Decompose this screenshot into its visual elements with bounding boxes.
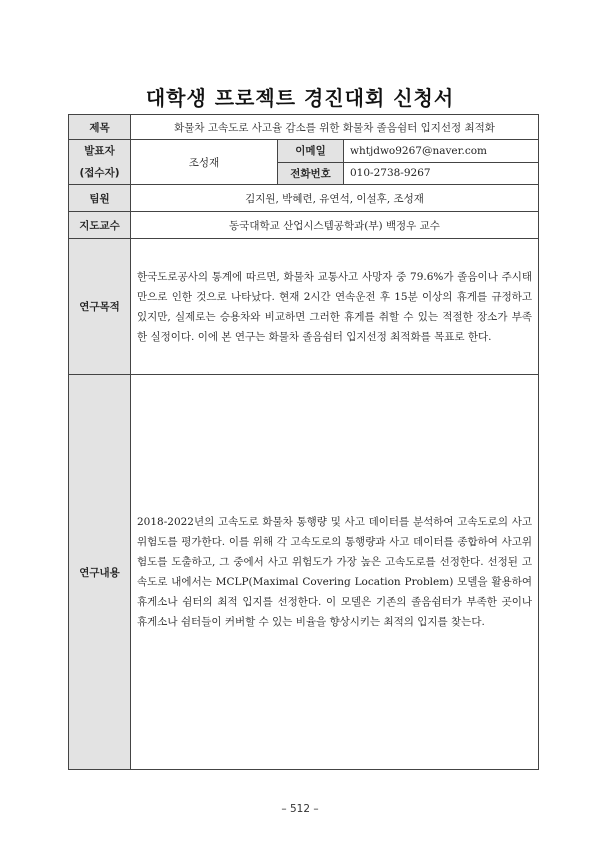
- advisor-value: 동국대학교 산업시스템공학과(부) 백정우 교수: [131, 212, 539, 239]
- page-number: – 512 –: [281, 803, 319, 815]
- email-value: whtjdwo9267@naver.com: [344, 140, 539, 163]
- purpose-label: 연구목적: [69, 239, 131, 375]
- presenter-value: 조성재: [131, 140, 278, 185]
- presenter-label-line1: 발표자: [84, 145, 115, 157]
- application-form-table: [68, 114, 539, 770]
- content-text: 2018-2022년의 고속도로 화물차 통행량 및 사고 데이터를 분석하여 고속도로의 사고위험도를 평가한다. 이를 위해 각 고속도로의 통행량과 사고 데이터를 종합하여 사고위험도를 도출하고, 그 중에서 사고 위험도가 가장 높은 고속도로를 선정한다. 선정된 고속도로 내에서는 MCLP(Maximal Covering Location Problem) 모델을 활용하여 휴게소나 쉼터의 최적 입지를 선정한다. 이 모델은 기존의 졸음쉼터가 부족한 곳이나 휴게소나 쉼터들이 커버할 수 있는 비율을 향상시키는 최적의 입지를 찾는다.: [131, 375, 539, 770]
- presenter-row: [69, 140, 539, 163]
- team-value: 김지원, 박혜련, 유연석, 이설후, 조성재: [131, 185, 539, 212]
- advisor-label: 지도교수: [69, 212, 131, 239]
- advisor-row: [69, 212, 539, 239]
- subject-value: 화물차 고속도로 사고율 감소를 위한 화물차 졸음쉼터 입지선정 최적화: [131, 115, 539, 140]
- subject-label: 제목: [69, 115, 131, 140]
- content-row: [69, 375, 539, 770]
- purpose-row: [69, 239, 539, 375]
- phone-value: 010-2738-9267: [344, 162, 539, 185]
- content-label: 연구내용: [69, 375, 131, 770]
- subject-row: [69, 115, 539, 140]
- team-row: [69, 185, 539, 212]
- email-label: 이메일: [278, 140, 344, 163]
- team-label: 팀원: [69, 185, 131, 212]
- phone-label: 전화번호: [278, 162, 344, 185]
- purpose-text: 한국도로공사의 통계에 따르면, 화물차 교통사고 사망자 중 79.6%가 졸음이나 주시태만으로 인한 것으로 나타났다. 현재 2시간 연속운전 후 15분 이상의 휴게를 규정하고 있지만, 실제로는 승용차와 비교하면 그러한 휴게를 취할 수 있는 적절한 장소가 부족한 실정이다. 이에 본 연구는 화물차 졸음쉼터 입지선정 최적화를 목표로 한다.: [131, 239, 539, 375]
- document-title: 대학생 프로젝트 경진대회 신청서: [145, 86, 455, 110]
- presenter-label: [69, 140, 131, 185]
- presenter-label-line2: (접수자): [79, 167, 120, 179]
